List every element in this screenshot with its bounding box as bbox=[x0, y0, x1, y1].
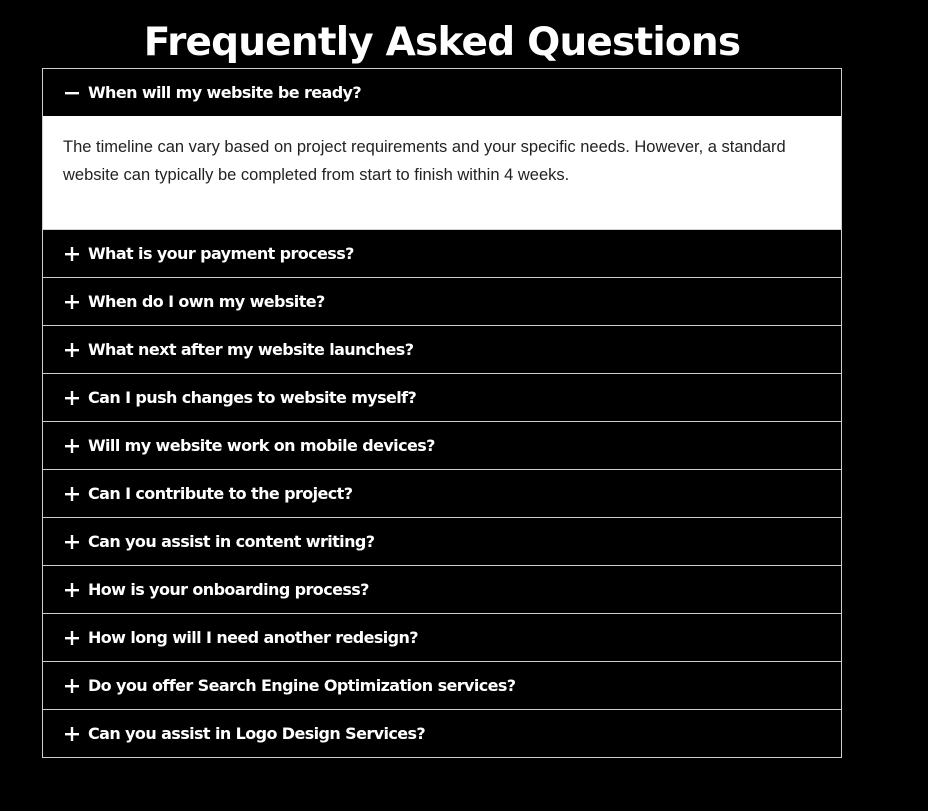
faq-item bbox=[42, 565, 842, 613]
faq-item bbox=[42, 517, 842, 565]
faq-question-toggle[interactable] bbox=[43, 326, 841, 373]
faq-question-text: When will my website be ready? bbox=[88, 83, 362, 102]
faq-question-text: How long will I need another redesign? bbox=[88, 628, 418, 647]
faq-accordion bbox=[42, 68, 842, 758]
plus-icon bbox=[63, 629, 81, 647]
faq-question-toggle[interactable] bbox=[43, 422, 841, 469]
plus-icon bbox=[63, 245, 81, 263]
faq-question-toggle[interactable] bbox=[43, 566, 841, 613]
faq-question-toggle[interactable] bbox=[43, 470, 841, 517]
plus-icon bbox=[63, 341, 81, 359]
faq-question-text: When do I own my website? bbox=[88, 292, 325, 311]
faq-question-toggle[interactable] bbox=[43, 230, 841, 277]
faq-answer-text: The timeline can vary based on project requirements and your specific needs. However, a standard website can typically be completed from start to finish within 4 weeks. bbox=[63, 138, 786, 184]
plus-icon bbox=[63, 581, 81, 599]
faq-item bbox=[42, 373, 842, 421]
plus-icon bbox=[63, 389, 81, 407]
plus-icon bbox=[63, 533, 81, 551]
faq-item bbox=[42, 421, 842, 469]
faq-question-toggle[interactable] bbox=[43, 69, 841, 116]
plus-icon bbox=[63, 437, 81, 455]
faq-item bbox=[42, 709, 842, 758]
faq-question-text: Can I push changes to website myself? bbox=[88, 388, 417, 407]
faq-item bbox=[42, 325, 842, 373]
faq-question-text: Do you offer Search Engine Optimization services? bbox=[88, 676, 516, 695]
faq-question-text: What is your payment process? bbox=[88, 244, 354, 263]
plus-icon bbox=[63, 677, 81, 695]
plus-icon bbox=[63, 725, 81, 743]
faq-question-toggle[interactable] bbox=[43, 518, 841, 565]
plus-icon bbox=[63, 293, 81, 311]
faq-answer-panel bbox=[43, 116, 841, 229]
faq-question-text: Can you assist in Logo Design Services? bbox=[88, 724, 426, 743]
faq-question-toggle[interactable] bbox=[43, 710, 841, 757]
faq-question-text: How is your onboarding process? bbox=[88, 580, 369, 599]
faq-item bbox=[42, 277, 842, 325]
faq-item bbox=[42, 229, 842, 277]
faq-item bbox=[42, 613, 842, 661]
faq-question-text: What next after my website launches? bbox=[88, 340, 414, 359]
faq-question-toggle[interactable] bbox=[43, 614, 841, 661]
faq-question-text: Can I contribute to the project? bbox=[88, 484, 353, 503]
faq-item bbox=[42, 469, 842, 517]
minus-icon bbox=[63, 84, 81, 102]
faq-question-toggle[interactable] bbox=[43, 374, 841, 421]
faq-question-text: Will my website work on mobile devices? bbox=[88, 436, 435, 455]
faq-question-toggle[interactable] bbox=[43, 278, 841, 325]
faq-item bbox=[42, 68, 842, 229]
plus-icon bbox=[63, 485, 81, 503]
page-title: Frequently Asked Questions bbox=[143, 20, 741, 65]
faq-item bbox=[42, 661, 842, 709]
faq-question-text: Can you assist in content writing? bbox=[88, 532, 375, 551]
faq-question-toggle[interactable] bbox=[43, 662, 841, 709]
